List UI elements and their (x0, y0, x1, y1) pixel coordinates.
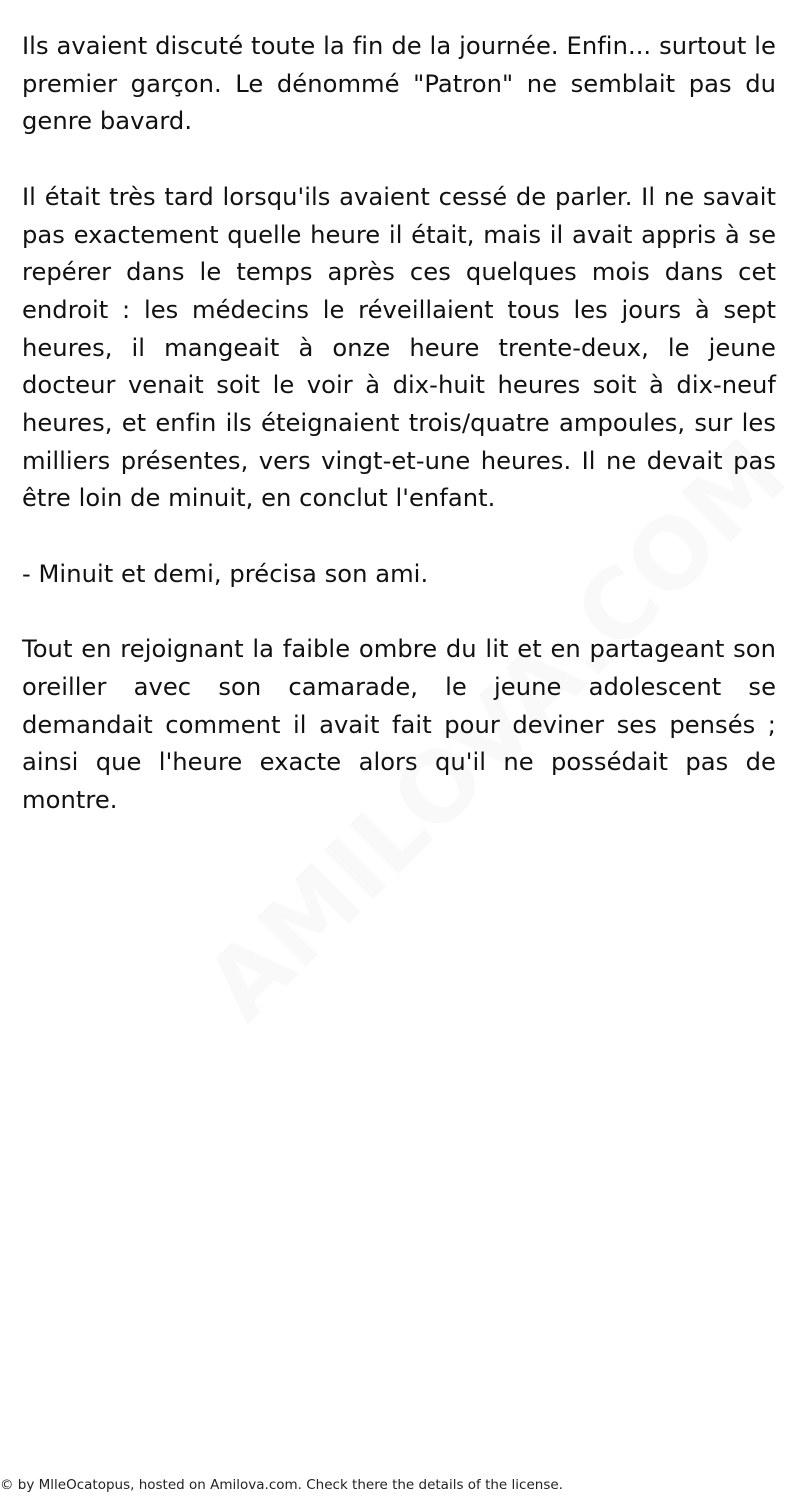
paragraph-4: Tout en rejoignant la faible ombre du lit et en partageant son oreiller avec son camarade, le jeune adolescent se demandait comment il avait fait pour deviner ses pensés ; ainsi que l'heure exacte alors qu'il ne possédait pas de montre. (22, 635, 776, 815)
paragraph-1: Ils avaient discuté toute la fin de la journée. Enfin... surtout le premier garçon. Le dénommé "Patron" ne semblait pas du genre bavard. (22, 32, 776, 136)
paragraph-3: - Minuit et demi, précisa son ami. (22, 559, 429, 588)
paragraph-2: Il était très tard lorsqu'ils avaient cessé de parler. Il ne savait pas exactement quelle heure il était, mais il avait appris à se repérer dans le temps après ces quelques mois dans cet endroit : les médecins le réveillaient tous les jours à sept heures, il mangeait à onze heure trente-deux, le jeune docteur venait soit le voir à dix-huit heures soit à dix-neuf heures, et enfin ils éteignaient trois/quatre ampoules, sur les milliers présentes, vers vingt-et-une heures. Il ne devait pas être loin de minuit, en conclut l'enfant. (22, 182, 776, 513)
license-footer: © by MlleOcatopus, hosted on Amilova.com. Check there the details of the license. (0, 1477, 563, 1493)
story-text (22, 28, 776, 857)
